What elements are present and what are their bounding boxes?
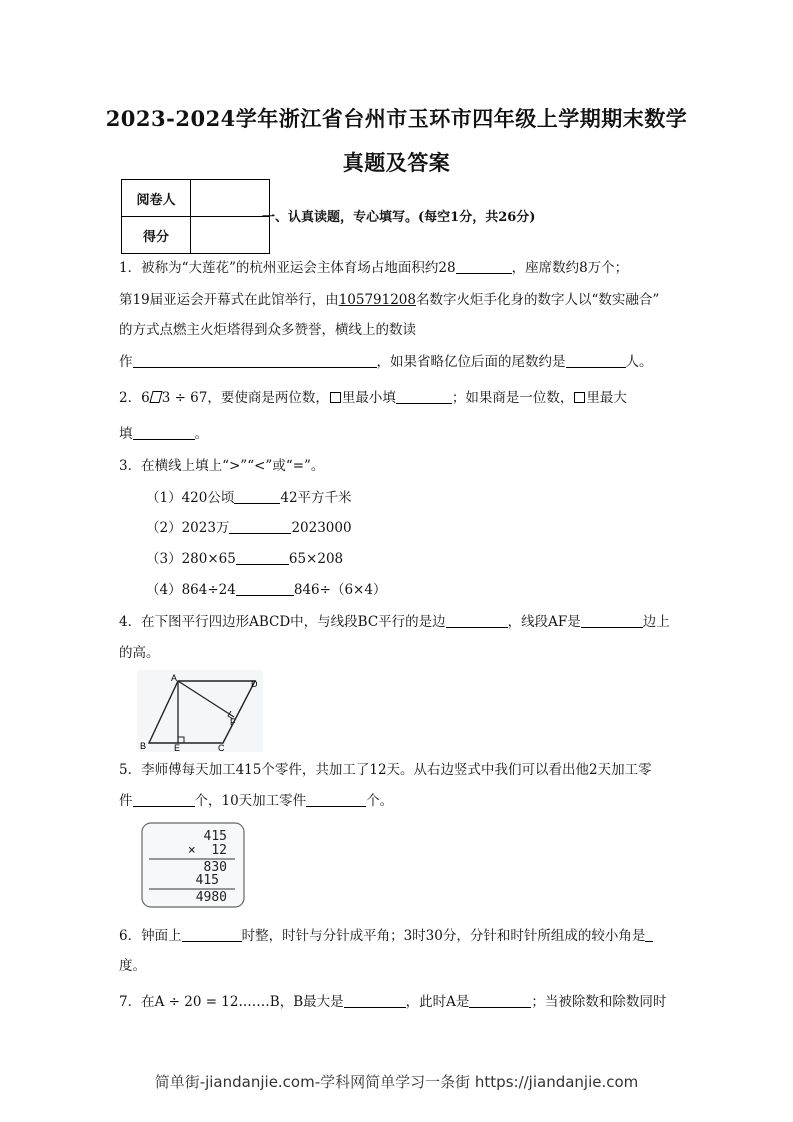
blank: [133, 353, 377, 368]
vertical-multiplication: [141, 822, 245, 908]
blank: [182, 927, 242, 942]
blank: [133, 425, 195, 440]
q3-item-3: （3）280×65 65×208: [146, 551, 344, 567]
q3-stem: 3．在横线上填上“>”“<”或“=”。: [119, 458, 325, 474]
blank: [645, 927, 653, 942]
q3-item-1: （1）420公顷 42平方千米: [146, 490, 352, 506]
q3-item-2: （2）2023万 2023000: [146, 520, 352, 536]
blank: [236, 581, 294, 596]
blank: [236, 550, 289, 565]
score-label: 得分: [122, 217, 191, 254]
q2-line2: 填 。: [119, 426, 208, 442]
q7-line1: 7．在A ÷ 20 = 12.……B，B最大是 ，此时A是 ；当被除数和除数同时: [119, 994, 667, 1010]
page-footer: 简单街-jiandanjie.com-学科网简单学习一条街 https://jiandanjie.com: [154, 1073, 639, 1091]
q5-line1: 5．李师傅每天加工415个零件，共加工了12天。从右边竖式中我们可以看出他2天加工零: [119, 762, 652, 778]
q1-line2: 第19届亚运会开幕式在此馆举行，由105791208名数字火炬手化身的数字人以“数实融合”: [119, 292, 660, 308]
vertex-label-c: C: [218, 743, 225, 752]
box-symbol: [330, 392, 341, 403]
calc-row-4: 415: [195, 873, 219, 888]
reviewer-label: 阅卷人: [122, 180, 191, 217]
blank: [566, 353, 626, 368]
blank: [456, 259, 512, 274]
blank: [306, 792, 366, 807]
figure-background: [137, 670, 263, 752]
score-table: [121, 179, 270, 254]
calc-row-2: × 12: [187, 843, 227, 858]
score-cell: [191, 217, 270, 254]
box-symbol: [149, 391, 162, 403]
blank: [344, 993, 406, 1008]
blank: [446, 613, 508, 628]
calc-row-3: 830: [203, 860, 227, 875]
blank: [396, 389, 452, 404]
q6-line1: 6．钟面上 时整，时针与分针成平角；3时30分，分针和时针所组成的较小角是: [119, 926, 653, 946]
underlined-number: 105791208: [338, 292, 416, 308]
section-heading: 一、认真读题，专心填写。(每空1分，共26分): [262, 210, 536, 225]
q6-line2: 度。: [119, 958, 146, 974]
calc-row-1: 415: [203, 829, 227, 844]
q4-line2: 的高。: [119, 645, 160, 661]
vertex-label-d: D: [251, 679, 258, 689]
q2-line1: 2．6 3 ÷ 67，要使商是两位数， 里最小填 ；如果商是一位数， 里最大: [119, 390, 627, 406]
blank: [469, 993, 531, 1008]
q1-line3: 的方式点燃主火炬塔得到众多赞誉，横线上的数读: [119, 322, 416, 338]
point-label-e: E: [174, 743, 181, 752]
vertex-label-a: A: [171, 673, 178, 683]
q1-line1: 1．被称为“大莲花”的杭州亚运会主体育场占地面积约28 ，座席数约8万个；: [119, 260, 629, 276]
q5-line2: 件 个，10天加工零件 个。: [119, 793, 394, 809]
blank: [234, 489, 280, 504]
blank: [581, 613, 643, 628]
q3-item-4: （4）864÷24 846÷（6×4）: [146, 582, 387, 598]
q4-line1: 4．在下图平行四边形ABCD中，与线段BC平行的是边 ，线段AF是 边上: [119, 614, 670, 630]
parallelogram-figure: [137, 670, 263, 752]
q1-line4: 作 ，如果省略亿位后面的尾数约是 人。: [119, 354, 653, 370]
point-label-f: F: [230, 717, 236, 727]
vertex-label-b: B: [140, 741, 147, 751]
box-symbol: [574, 392, 585, 403]
page-subtitle: 真题及答案: [342, 150, 451, 175]
reviewer-cell: [191, 180, 270, 217]
calc-box: [142, 823, 244, 907]
blank: [133, 792, 195, 807]
calc-row-5: 4980: [195, 890, 227, 905]
page-title: 2023-2024学年浙江省台州市玉环市四年级上学期期末数学: [105, 106, 688, 131]
blank: [229, 519, 291, 534]
